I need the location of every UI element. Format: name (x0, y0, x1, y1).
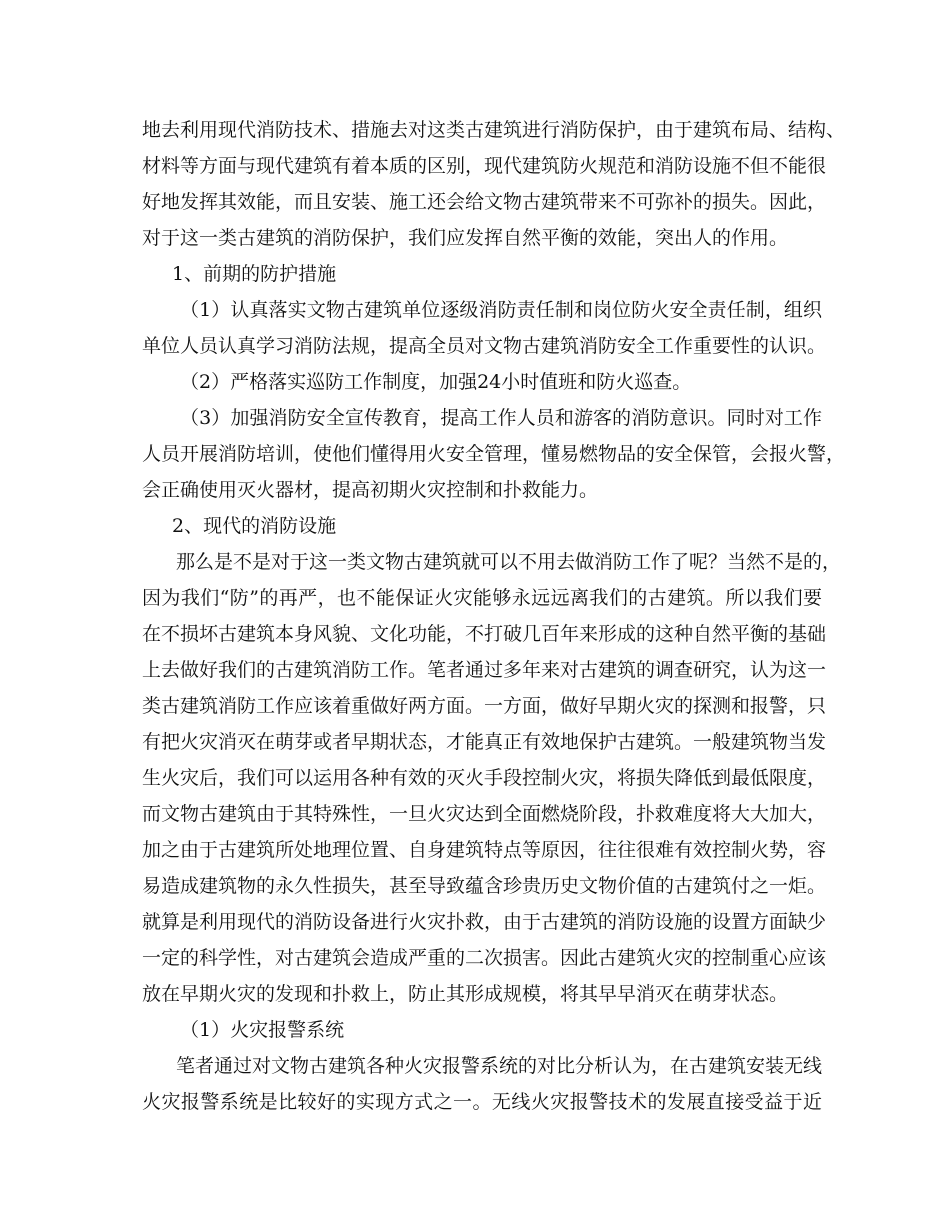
text-line: （1）认真落实文物古建筑单位逐级消防责任制和岗位防火安全责任制，组织 (180, 299, 822, 321)
text-line: 火灾报警系统是比较好的实现方式之一。无线火灾报警技术的发展直接受益于近 (142, 1091, 822, 1113)
text-line: 而文物古建筑由于其特殊性，一旦火灾达到全面燃烧阶段，扑救难度将大大加大， (142, 803, 827, 825)
text-line: 地去利用现代消防技术、措施去对这类古建筑进行消防保护，由于建筑布局、结构、 (142, 119, 846, 141)
text-line: 易造成建筑物的永久性损失，甚至导致蕴含珍贵历史文物价值的古建筑付之一炬。 (142, 875, 827, 897)
text-line: 上去做好我们的古建筑消防工作。笔者通过多年来对古建筑的调查研究，认为这一 (142, 659, 827, 681)
text-line: 对于这一类古建筑的消防保护，我们应发挥自然平衡的效能，突出人的作用。 (142, 227, 789, 249)
text-line: 2、现代的消防设施 (172, 515, 337, 537)
text-line: 1、前期的防护措施 (172, 263, 337, 285)
text-line: 笔者通过对文物古建筑各种火灾报警系统的对比分析认为，在古建筑安装无线 (176, 1055, 823, 1077)
text-line: 就算是利用现代的消防设备进行火灾扑救，由于古建筑的消防设施的设置方面缺少 (142, 911, 827, 933)
text-line: （2）严格落实巡防工作制度，加强24小时值班和防火巡查。 (180, 371, 692, 393)
text-line: 在不损坏古建筑本身风貌、文化功能，不打破几百年来形成的这种自然平衡的基础 (142, 623, 827, 645)
text-line: 好地发挥其效能，而且安装、施工还会给文物古建筑带来不可弥补的损失。因此， (142, 191, 827, 213)
text-line: 有把火灾消灭在萌芽或者早期状态，才能真正有效地保护古建筑。一般建筑物当发 (142, 731, 827, 753)
body-text (142, 112, 846, 1120)
text-line: （1）火灾报警系统 (180, 1019, 345, 1041)
text-line: 单位人员认真学习消防法规，提高全员对文物古建筑消防安全工作重要性的认识。 (142, 335, 827, 357)
text-line: 人员开展消防培训，使他们懂得用火安全管理，懂易燃物品的安全保管，会报火警， (142, 443, 846, 465)
text-line: 放在早期火灾的发现和扑救上，防止其形成规模，将其早早消灭在萌芽状态。 (142, 983, 789, 1005)
text-line: 类古建筑消防工作应该着重做好两方面。一方面，做好早期火灾的探测和报警，只 (142, 695, 827, 717)
text-line: （3）加强消防安全宣传教育，提高工作人员和游客的消防意识。同时对工作 (180, 407, 822, 429)
text-line: 因为我们“防”的再严，也不能保证火灾能够永远远离我们的古建筑。所以我们要 (142, 587, 822, 609)
text-line: 材料等方面与现代建筑有着本质的区别，现代建筑防火规范和消防设施不但不能很 (142, 155, 827, 177)
text-line: 加之由于古建筑所处地理位置、自身建筑特点等原因，往往很难有效控制火势，容 (142, 839, 827, 861)
text-line: 生火灾后，我们可以运用各种有效的灭火手段控制火灾，将损失降低到最低限度， (142, 767, 827, 789)
text-line: 那么是不是对于这一类文物古建筑就可以不用去做消防工作了呢？当然不是的， (176, 551, 842, 573)
text-line: 会正确使用灭火器材，提高初期火灾控制和扑救能力。 (142, 479, 599, 501)
text-line: 一定的科学性，对古建筑会造成严重的二次损害。因此古建筑火灾的控制重心应该 (142, 947, 827, 969)
